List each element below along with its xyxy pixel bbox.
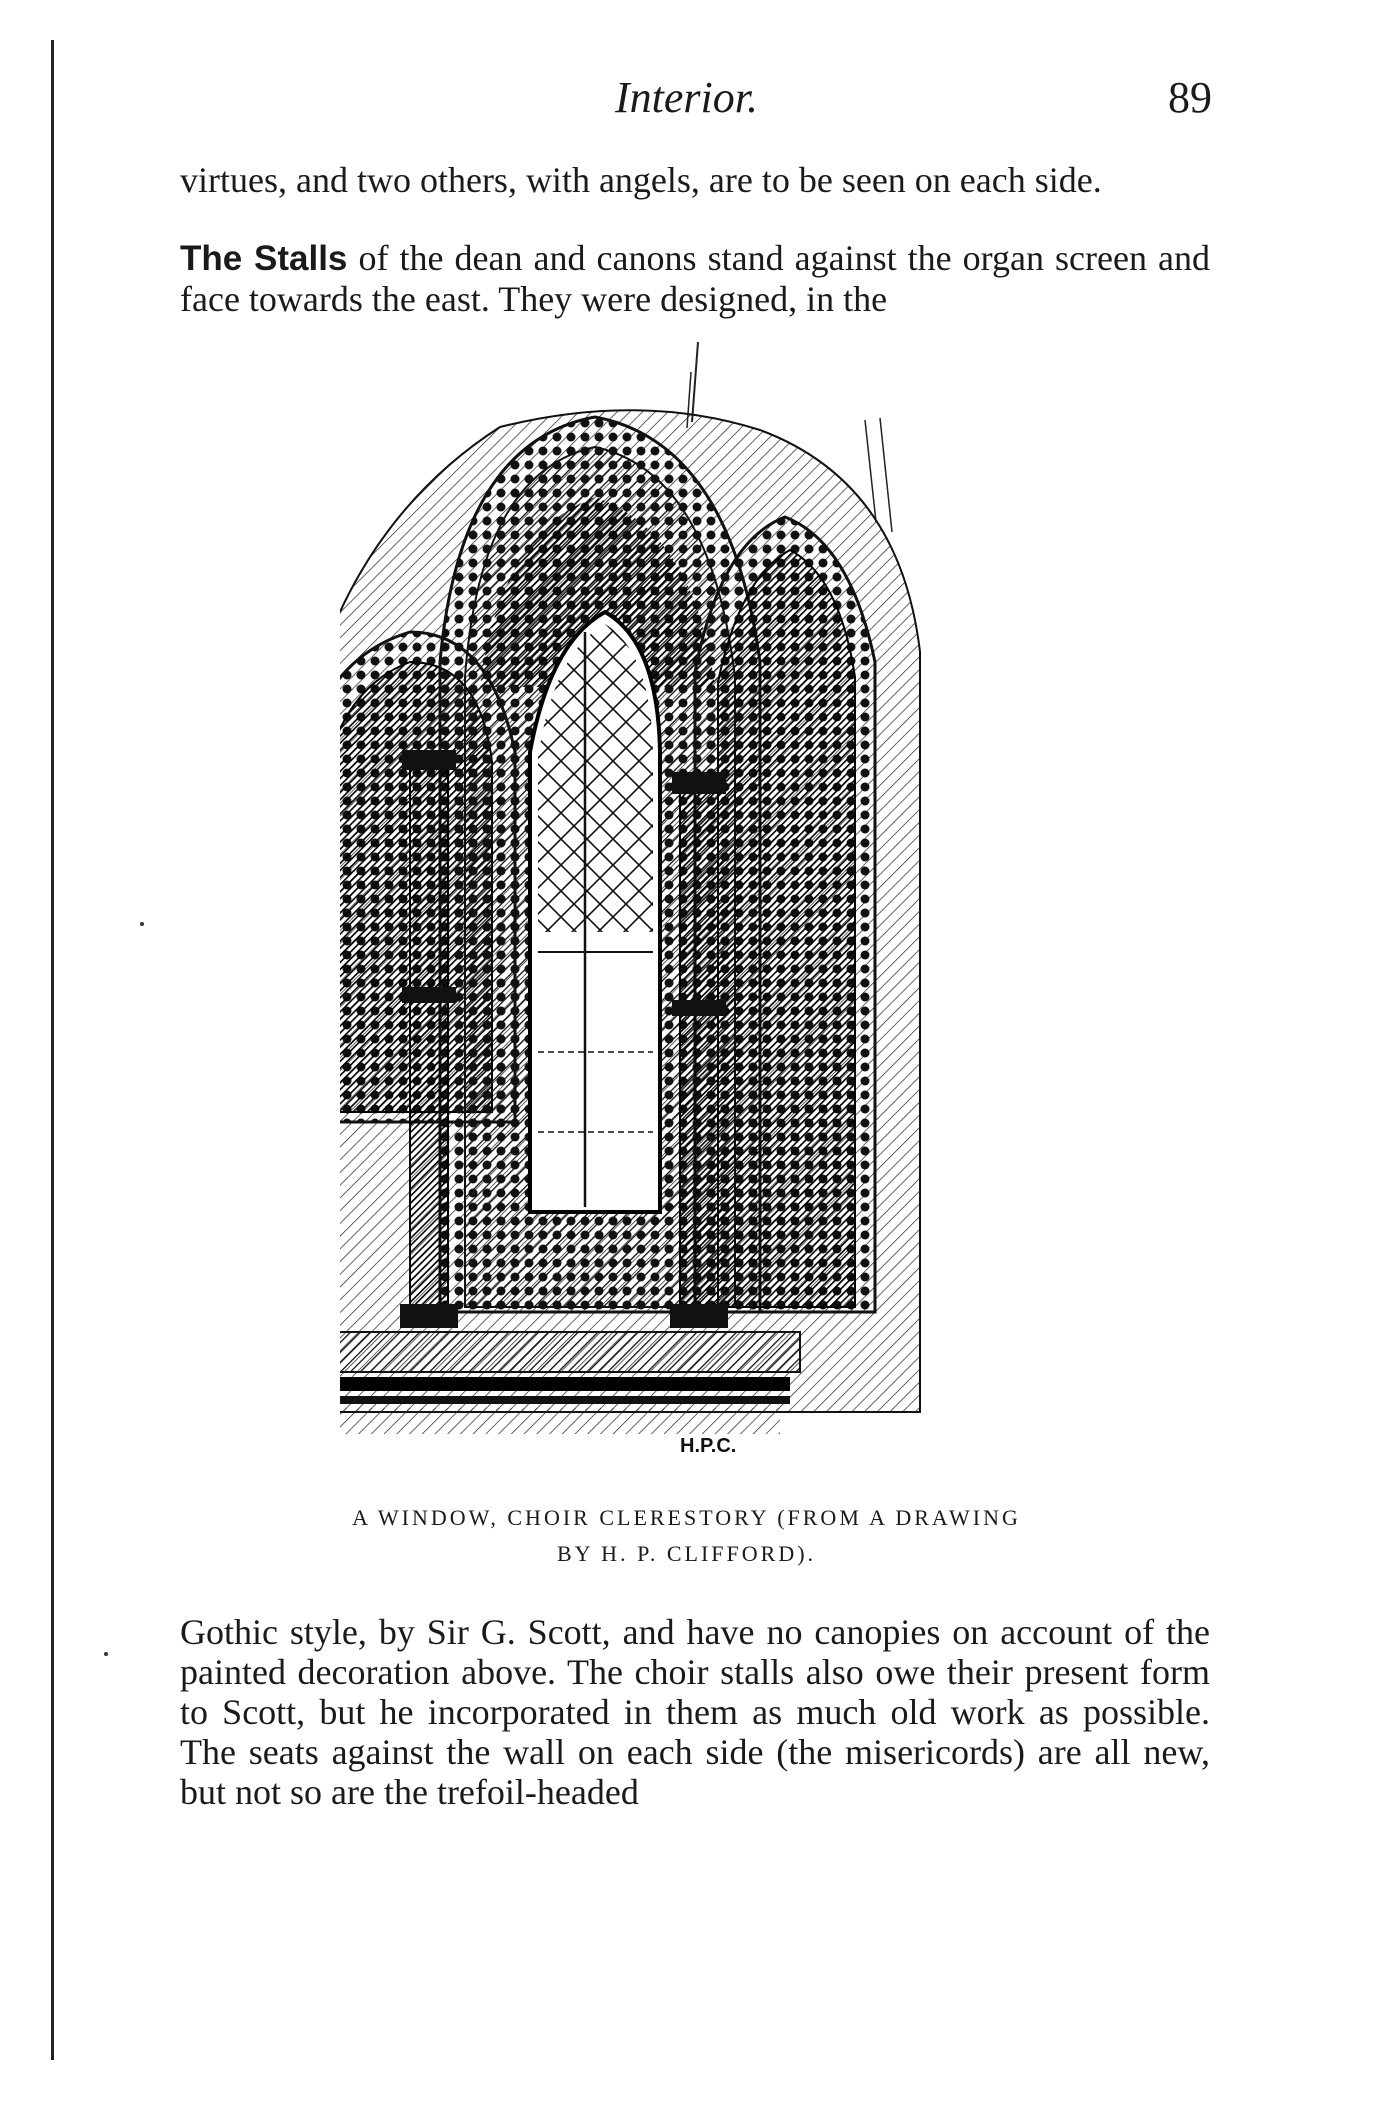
- figure-caption-line2: BY H. P. CLIFFORD).: [556, 1541, 817, 1566]
- right-arch: [695, 517, 875, 1312]
- sill: [340, 1332, 800, 1434]
- paragraph-stalls-text: of the dean and canons stand against the organ screen and face towards the east. They were designed, in the: [180, 238, 1211, 319]
- print-speck: [140, 922, 144, 926]
- running-header-title: Interior.: [615, 73, 758, 122]
- page-binding-edge: [51, 40, 54, 2060]
- print-speck: [104, 1652, 108, 1656]
- page-number: 89: [1168, 73, 1212, 122]
- lancet-window: [530, 612, 660, 1212]
- paragraph-stalls: [180, 238, 1210, 319]
- paragraph-virtues: virtues, and two others, with angels, are to be seen on each side.: [180, 160, 1102, 200]
- paragraph-gothic-style: Gothic style, by Sir G. Scott, and have no canopies on account of the painted decoration above. The choir stalls also owe their present form to Scott, but he incorporated in them as much old work as possible. The seats against the wall on each side (the misericords) are all new, but not so are the trefoil-headed: [180, 1612, 1210, 1812]
- artist-signature: H.P.C.: [680, 1435, 737, 1457]
- clerestory-window-illustration: [340, 332, 1040, 1502]
- section-lead-stalls: The Stalls: [180, 239, 348, 278]
- figure-caption-line1: A WINDOW, CHOIR CLERESTORY (FROM A DRAWING: [352, 1505, 1021, 1530]
